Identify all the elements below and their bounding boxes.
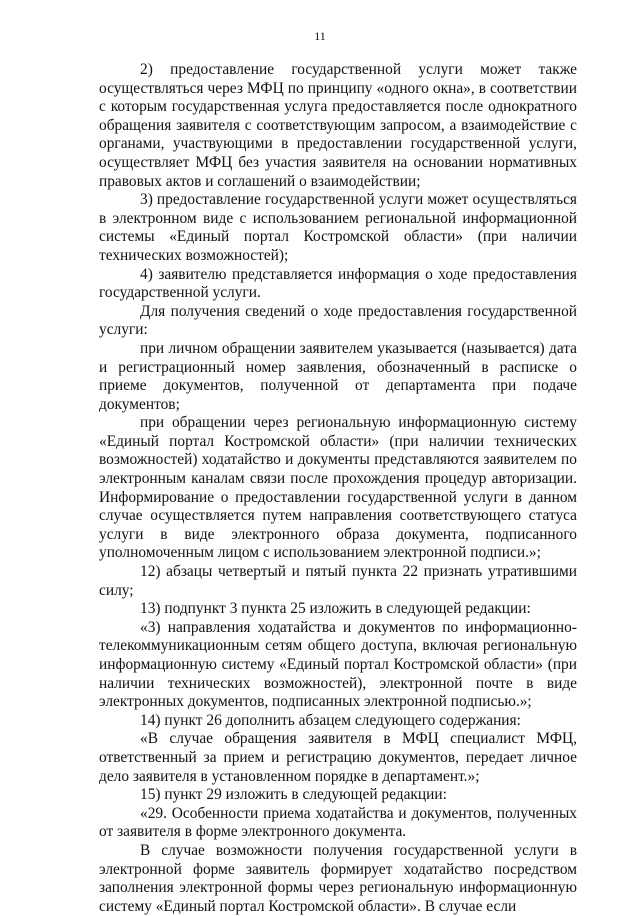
paragraph-item-4-progress-info: 4) заявителю представляется информация о ходе предоставления государственной услуги.	[99, 265, 577, 302]
paragraph-electronic-form: В случае возможности получения государственной услуги в электронной форме заявитель формирует ходатайство посредством заполнения электронной формы через региональную информационную систему «Единый портал Костромской области». В случае если	[99, 841, 577, 915]
paragraph-item-13: 13) подпункт 3 пункта 25 изложить в следующей редакции:	[140, 600, 531, 618]
paragraph-progress-intro: Для получения сведений о ходе предоставления государственной услуги:	[99, 302, 577, 339]
paragraph-quote-3: «3) направления ходатайства и документов по информационно-телекоммуникационным сетям общего доступа, включая региональную информационную систему «Единый портал Костромской области» (при наличии технических возможностей), электронной почте в виде электронных документов, подписанных электронной подписью.»;	[99, 618, 577, 711]
paragraph-item-14: 14) пункт 26 дополнить абзацем следующего содержания:	[140, 711, 521, 729]
paragraph-item-2-mfc: 2) предоставление государственной услуги может также осуществляться через МФЦ по принципу «одного окна», в соответствии с которым государственная услуга предоставляется после однократного обращения заявителя с соответствующим запросом, а взаимодействие с органами, участвующими в предоставлении государственной услуги, осуществляет МФЦ без участия заявителя на основании нормативных правовых актов и соглашений о взаимодействии;	[99, 61, 577, 190]
paragraph-item-3-electronic: 3) предоставление государственной услуги может осуществляться в электронном виде с использованием региональной информационной системы «Единый портал Костромской области» (при наличии технических возможностей);	[99, 191, 577, 264]
paragraph-quote-29: «29. Особенности приема ходатайства и документов, полученных от заявителя в форме электронного документа.	[99, 804, 577, 841]
paragraph-item-12: 12) абзацы четвертый и пятый пункта 22 признать утратившими силу;	[99, 563, 577, 599]
page-number: 11	[314, 29, 326, 43]
paragraph-portal-request: при обращении через региональную информационную систему «Единый портал Костромской области» (при наличии технических возможностей) ходатайство и документы представляются заявителем по электронным каналам связи после прохождения процедур авторизации. Информирование о предоставлении государственной услуги в данном случае осуществляется путем направления соответствующего статуса услуги в виде электронного образа документа, подписанного уполномоченным лицом с использованием электронной подписи.»;	[99, 414, 577, 562]
paragraph-item-15: 15) пункт 29 изложить в следующей редакции:	[140, 786, 447, 804]
paragraph-personal-visit: при личном обращении заявителем указывается (называется) дата и регистрационный номер заявления, обозначенный в расписке о приеме документов, полученной от департамента при подаче документов;	[99, 339, 577, 413]
paragraph-quote-mfc: «В случае обращения заявителя в МФЦ специалист МФЦ, ответственный за прием и регистрацию документов, передает личное дело заявителя в установленном порядке в департамент.»;	[99, 730, 577, 785]
document-body	[99, 61, 577, 916]
